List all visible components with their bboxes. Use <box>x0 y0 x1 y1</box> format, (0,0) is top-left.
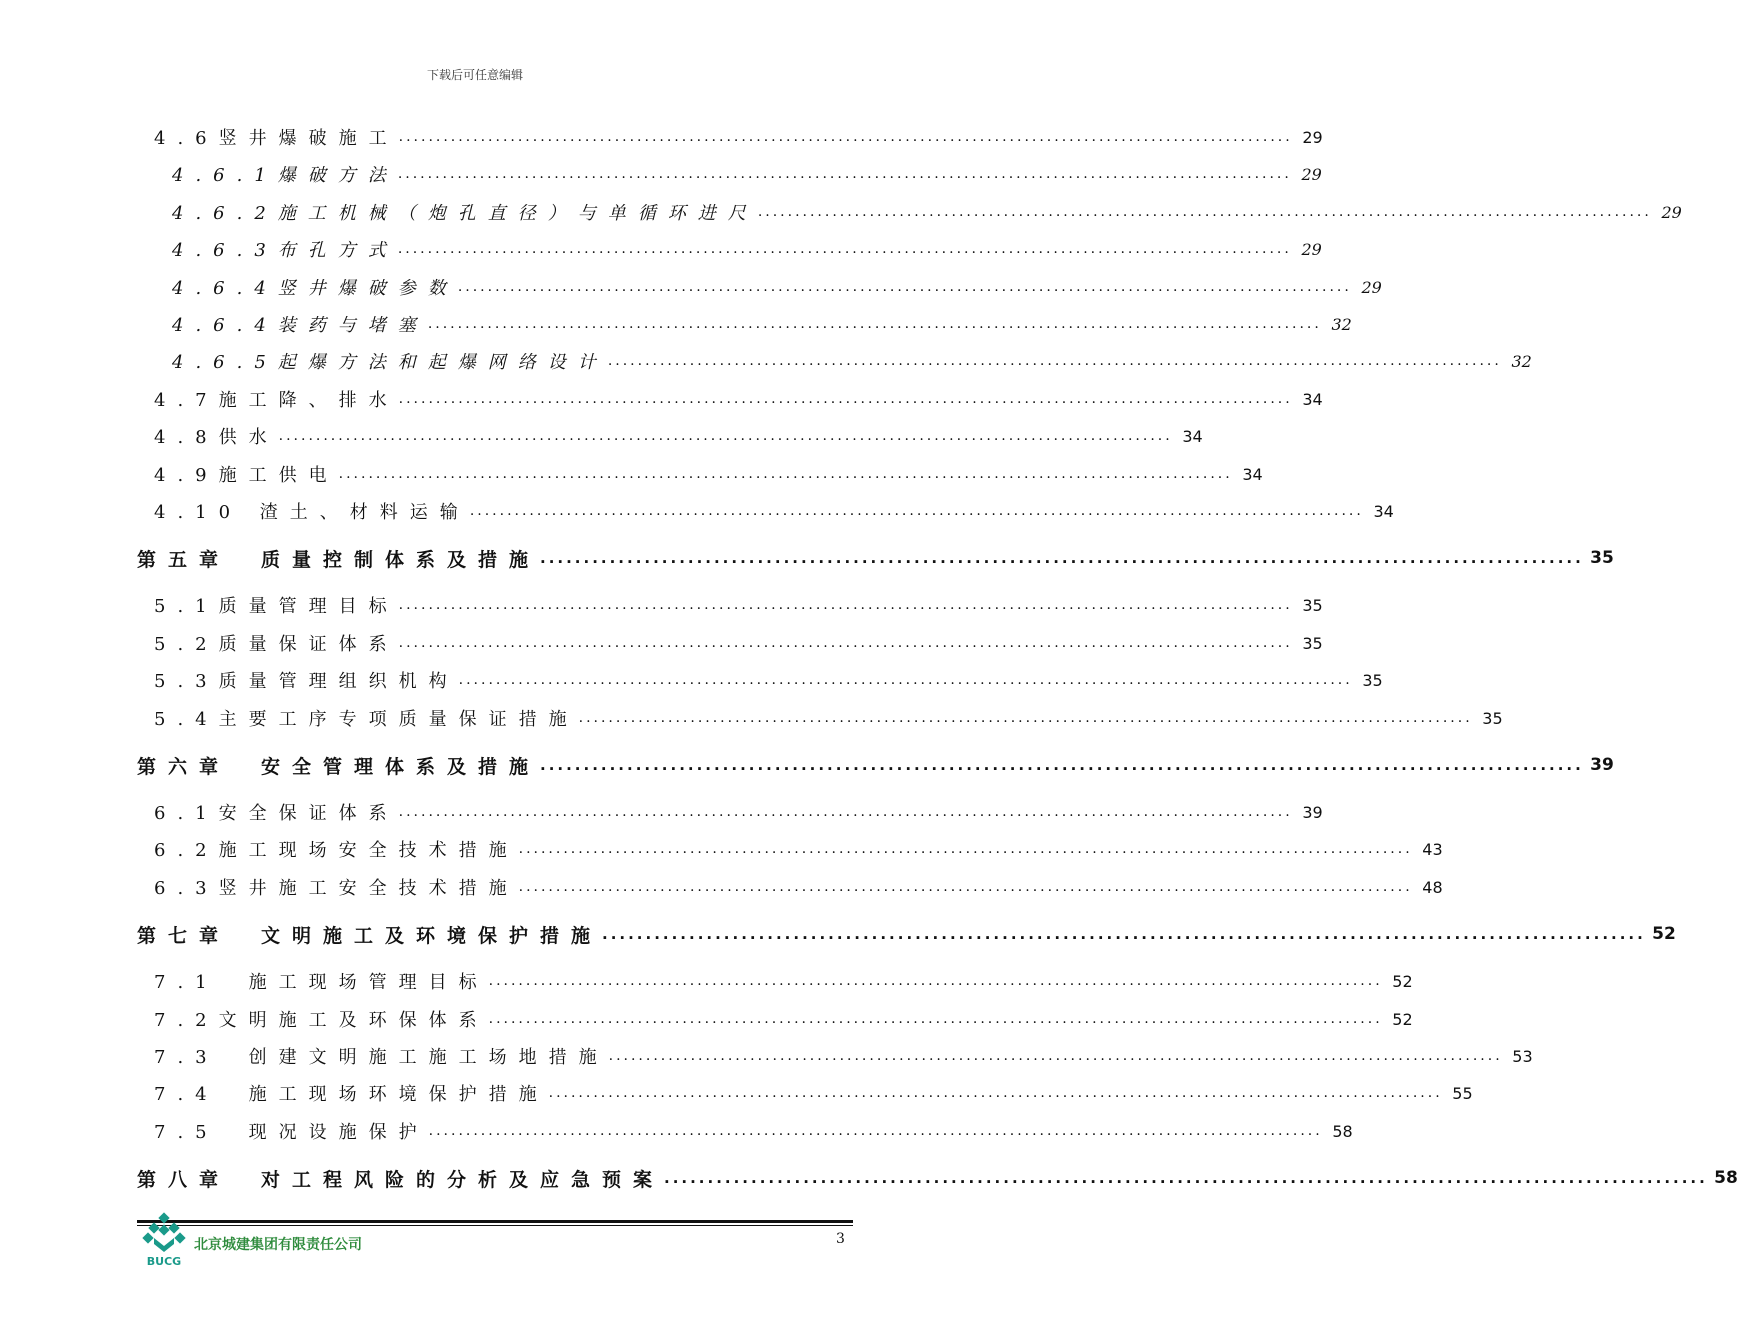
toc-entry-page: 48 <box>1422 877 1443 897</box>
toc-entry-page: 34 <box>1242 464 1263 484</box>
toc-entry[interactable] <box>154 835 1443 863</box>
toc-dot-leader: ........................................................................................................................ <box>398 635 1293 651</box>
toc-dot-leader: ........................................................................................................................ <box>458 672 1353 688</box>
toc-entry[interactable] <box>172 198 1682 226</box>
toc-entry-title: 7.3 创建文明施工施工场地措施 <box>154 1047 609 1068</box>
toc-dot-leader: ........................................................................................................................ <box>457 279 1352 295</box>
toc-entry-page: 35 <box>1482 708 1503 728</box>
toc-entry[interactable] <box>154 123 1323 151</box>
toc-entry-title: 第七章 文明施工及环境保护措施 <box>137 924 603 947</box>
toc-entry-title: 4.9施工供电 <box>154 465 339 486</box>
toc-dot-leader: ........................................................................................................................ <box>578 710 1473 726</box>
toc-entry[interactable] <box>154 1005 1413 1033</box>
toc-entry-title: 4.6.4竖井爆破参数 <box>172 278 458 299</box>
toc-entry[interactable] <box>154 497 1394 525</box>
toc-entry[interactable] <box>172 273 1382 301</box>
toc-entry-title: 6.3竖井施工安全技术措施 <box>154 878 519 899</box>
svg-text:BUCG: BUCG <box>146 1255 182 1268</box>
toc-entry-title: 第八章 对工程风险的分析及应急预案 <box>137 1168 665 1191</box>
toc-dot-leader: ........................................................................................................................ <box>398 597 1293 613</box>
toc-dot-leader: ........................................................................................................................ <box>469 503 1364 519</box>
toc-entry-title: 5.4主要工序专项质量保证措施 <box>154 709 579 730</box>
company-name: 北京城建集团有限责任公司 <box>194 1237 362 1253</box>
toc-entry-title: 4.6.5起爆方法和起爆网络设计 <box>172 352 608 373</box>
toc-dot-leader: ........................................................................................................................ <box>608 1048 1503 1064</box>
toc-entry-title: 4.6.1爆破方法 <box>172 165 398 186</box>
toc-dot-leader: ........................................................................................................................ <box>540 549 1584 567</box>
toc-dot-leader: ........................................................................................................................ <box>398 804 1293 820</box>
toc-entry-page: 34 <box>1182 426 1203 446</box>
toc-entry-title: 6.2施工现场安全技术措施 <box>154 840 519 861</box>
toc-entry-page: 52 <box>1652 924 1676 944</box>
toc-entry-page: 53 <box>1512 1046 1533 1066</box>
toc-entry-page: 35 <box>1302 595 1323 615</box>
toc-entry-title: 4.6竖井爆破施工 <box>154 128 399 149</box>
toc-entry-page: 58 <box>1714 1168 1738 1188</box>
toc-dot-leader: ........................................................................................................................ <box>398 391 1293 407</box>
toc-entry[interactable] <box>154 1042 1533 1070</box>
toc-dot-leader: ........................................................................................................................ <box>278 428 1173 444</box>
toc-entry-page: 52 <box>1392 1009 1413 1029</box>
toc-entry[interactable] <box>172 310 1352 338</box>
toc-dot-leader: ........................................................................................................................ <box>607 353 1502 369</box>
toc-entry-page: 29 <box>1361 277 1382 297</box>
toc-entry[interactable] <box>154 591 1323 619</box>
toc-entry-title: 5.3质量管理组织机构 <box>154 671 459 692</box>
page-number: 3 <box>836 1231 845 1247</box>
toc-entry-page: 29 <box>1301 239 1322 259</box>
toc-dot-leader: ........................................................................................................................ <box>548 1085 1443 1101</box>
toc-entry-page: 29 <box>1661 202 1682 222</box>
toc-entry-title: 第五章 质量控制体系及措施 <box>137 548 541 571</box>
toc-entry-title: 7.5 现况设施保护 <box>154 1122 429 1143</box>
toc-dot-leader: ........................................................................................................................ <box>540 756 1584 774</box>
toc-dot-leader: ........................................................................................................................ <box>338 466 1233 482</box>
toc-entry-title: 5.1质量管理目标 <box>154 596 399 617</box>
toc-entry-title: 4.8供水 <box>154 427 279 448</box>
toc-entry-title: 4.6.2施工机械（炮孔直径）与单循环进尺 <box>172 203 758 224</box>
toc-entry-page: 34 <box>1373 501 1394 521</box>
toc-chapter-entry[interactable] <box>137 1164 1738 1192</box>
toc-entry[interactable] <box>154 460 1263 488</box>
bucg-logo-icon <box>140 1212 188 1268</box>
toc-entry-title: 4.6.3布孔方式 <box>172 240 398 261</box>
toc-dot-leader: ........................................................................................................................ <box>428 1123 1323 1139</box>
toc-entry-title: 4.10 渣土、材料运输 <box>154 502 470 523</box>
toc-dot-leader: ........................................................................................................................ <box>397 166 1292 182</box>
toc-entry[interactable] <box>154 1117 1353 1145</box>
toc-dot-leader: ........................................................................................................................ <box>397 241 1292 257</box>
toc-dot-leader: ........................................................................................................................ <box>427 316 1322 332</box>
toc-entry-page: 35 <box>1362 670 1383 690</box>
toc-chapter-entry[interactable] <box>137 751 1614 779</box>
toc-entry-title: 第六章 安全管理体系及措施 <box>137 755 541 778</box>
toc-dot-leader: ........................................................................................................................ <box>602 925 1646 943</box>
toc-chapter-entry[interactable] <box>137 920 1676 948</box>
toc-entry-page: 29 <box>1302 127 1323 147</box>
toc-entry-title: 7.1 施工现场管理目标 <box>154 972 489 993</box>
toc-entry-title: 6.1安全保证体系 <box>154 803 399 824</box>
toc-dot-leader: ........................................................................................................................ <box>398 129 1293 145</box>
toc-entry-title: 4.6.4装药与堵塞 <box>172 315 428 336</box>
toc-entry-page: 39 <box>1302 802 1323 822</box>
toc-entry-page: 52 <box>1392 971 1413 991</box>
footer-rule <box>137 1220 853 1223</box>
toc-entry[interactable] <box>154 704 1503 732</box>
toc-entry[interactable] <box>172 347 1532 375</box>
toc-entry[interactable] <box>154 422 1203 450</box>
toc-entry-title: 5.2质量保证体系 <box>154 634 399 655</box>
toc-entry-page: 35 <box>1590 548 1614 568</box>
toc-entry[interactable] <box>154 385 1323 413</box>
footer-rule-thin <box>137 1225 853 1226</box>
toc-entry-page: 43 <box>1422 839 1443 859</box>
page-header: 下载后可任意编辑 <box>426 68 523 82</box>
toc-entry-page: 32 <box>1331 314 1352 334</box>
toc-chapter-entry[interactable] <box>137 544 1614 572</box>
toc-dot-leader: ........................................................................................................................ <box>518 841 1413 857</box>
toc-entry-page: 39 <box>1590 755 1614 775</box>
toc-entry-title: 7.2文明施工及环保体系 <box>154 1010 489 1031</box>
toc-entry-title: 4.7施工降、排水 <box>154 390 399 411</box>
toc-entry-page: 29 <box>1301 164 1322 184</box>
toc-entry[interactable] <box>154 798 1323 826</box>
toc-entry[interactable] <box>172 160 1322 188</box>
toc-entry[interactable] <box>154 629 1323 657</box>
toc-entry[interactable] <box>154 666 1383 694</box>
toc-dot-leader: ........................................................................................................................ <box>757 204 1652 220</box>
toc-entry-page: 34 <box>1302 389 1323 409</box>
toc-dot-leader: ........................................................................................................................ <box>518 879 1413 895</box>
toc-entry[interactable] <box>154 967 1413 995</box>
toc-dot-leader: ........................................................................................................................ <box>488 973 1383 989</box>
toc-entry-page: 35 <box>1302 633 1323 653</box>
toc-entry[interactable] <box>154 1079 1473 1107</box>
toc-dot-leader: ........................................................................................................................ <box>488 1011 1383 1027</box>
toc-entry-page: 55 <box>1452 1083 1473 1103</box>
toc-entry[interactable] <box>154 873 1443 901</box>
toc-entry[interactable] <box>172 235 1322 263</box>
toc-dot-leader: ........................................................................................................................ <box>664 1169 1708 1187</box>
toc-entry-page: 32 <box>1511 351 1532 371</box>
toc-entry-page: 58 <box>1332 1121 1353 1141</box>
toc-entry-title: 7.4 施工现场环境保护措施 <box>154 1084 549 1105</box>
